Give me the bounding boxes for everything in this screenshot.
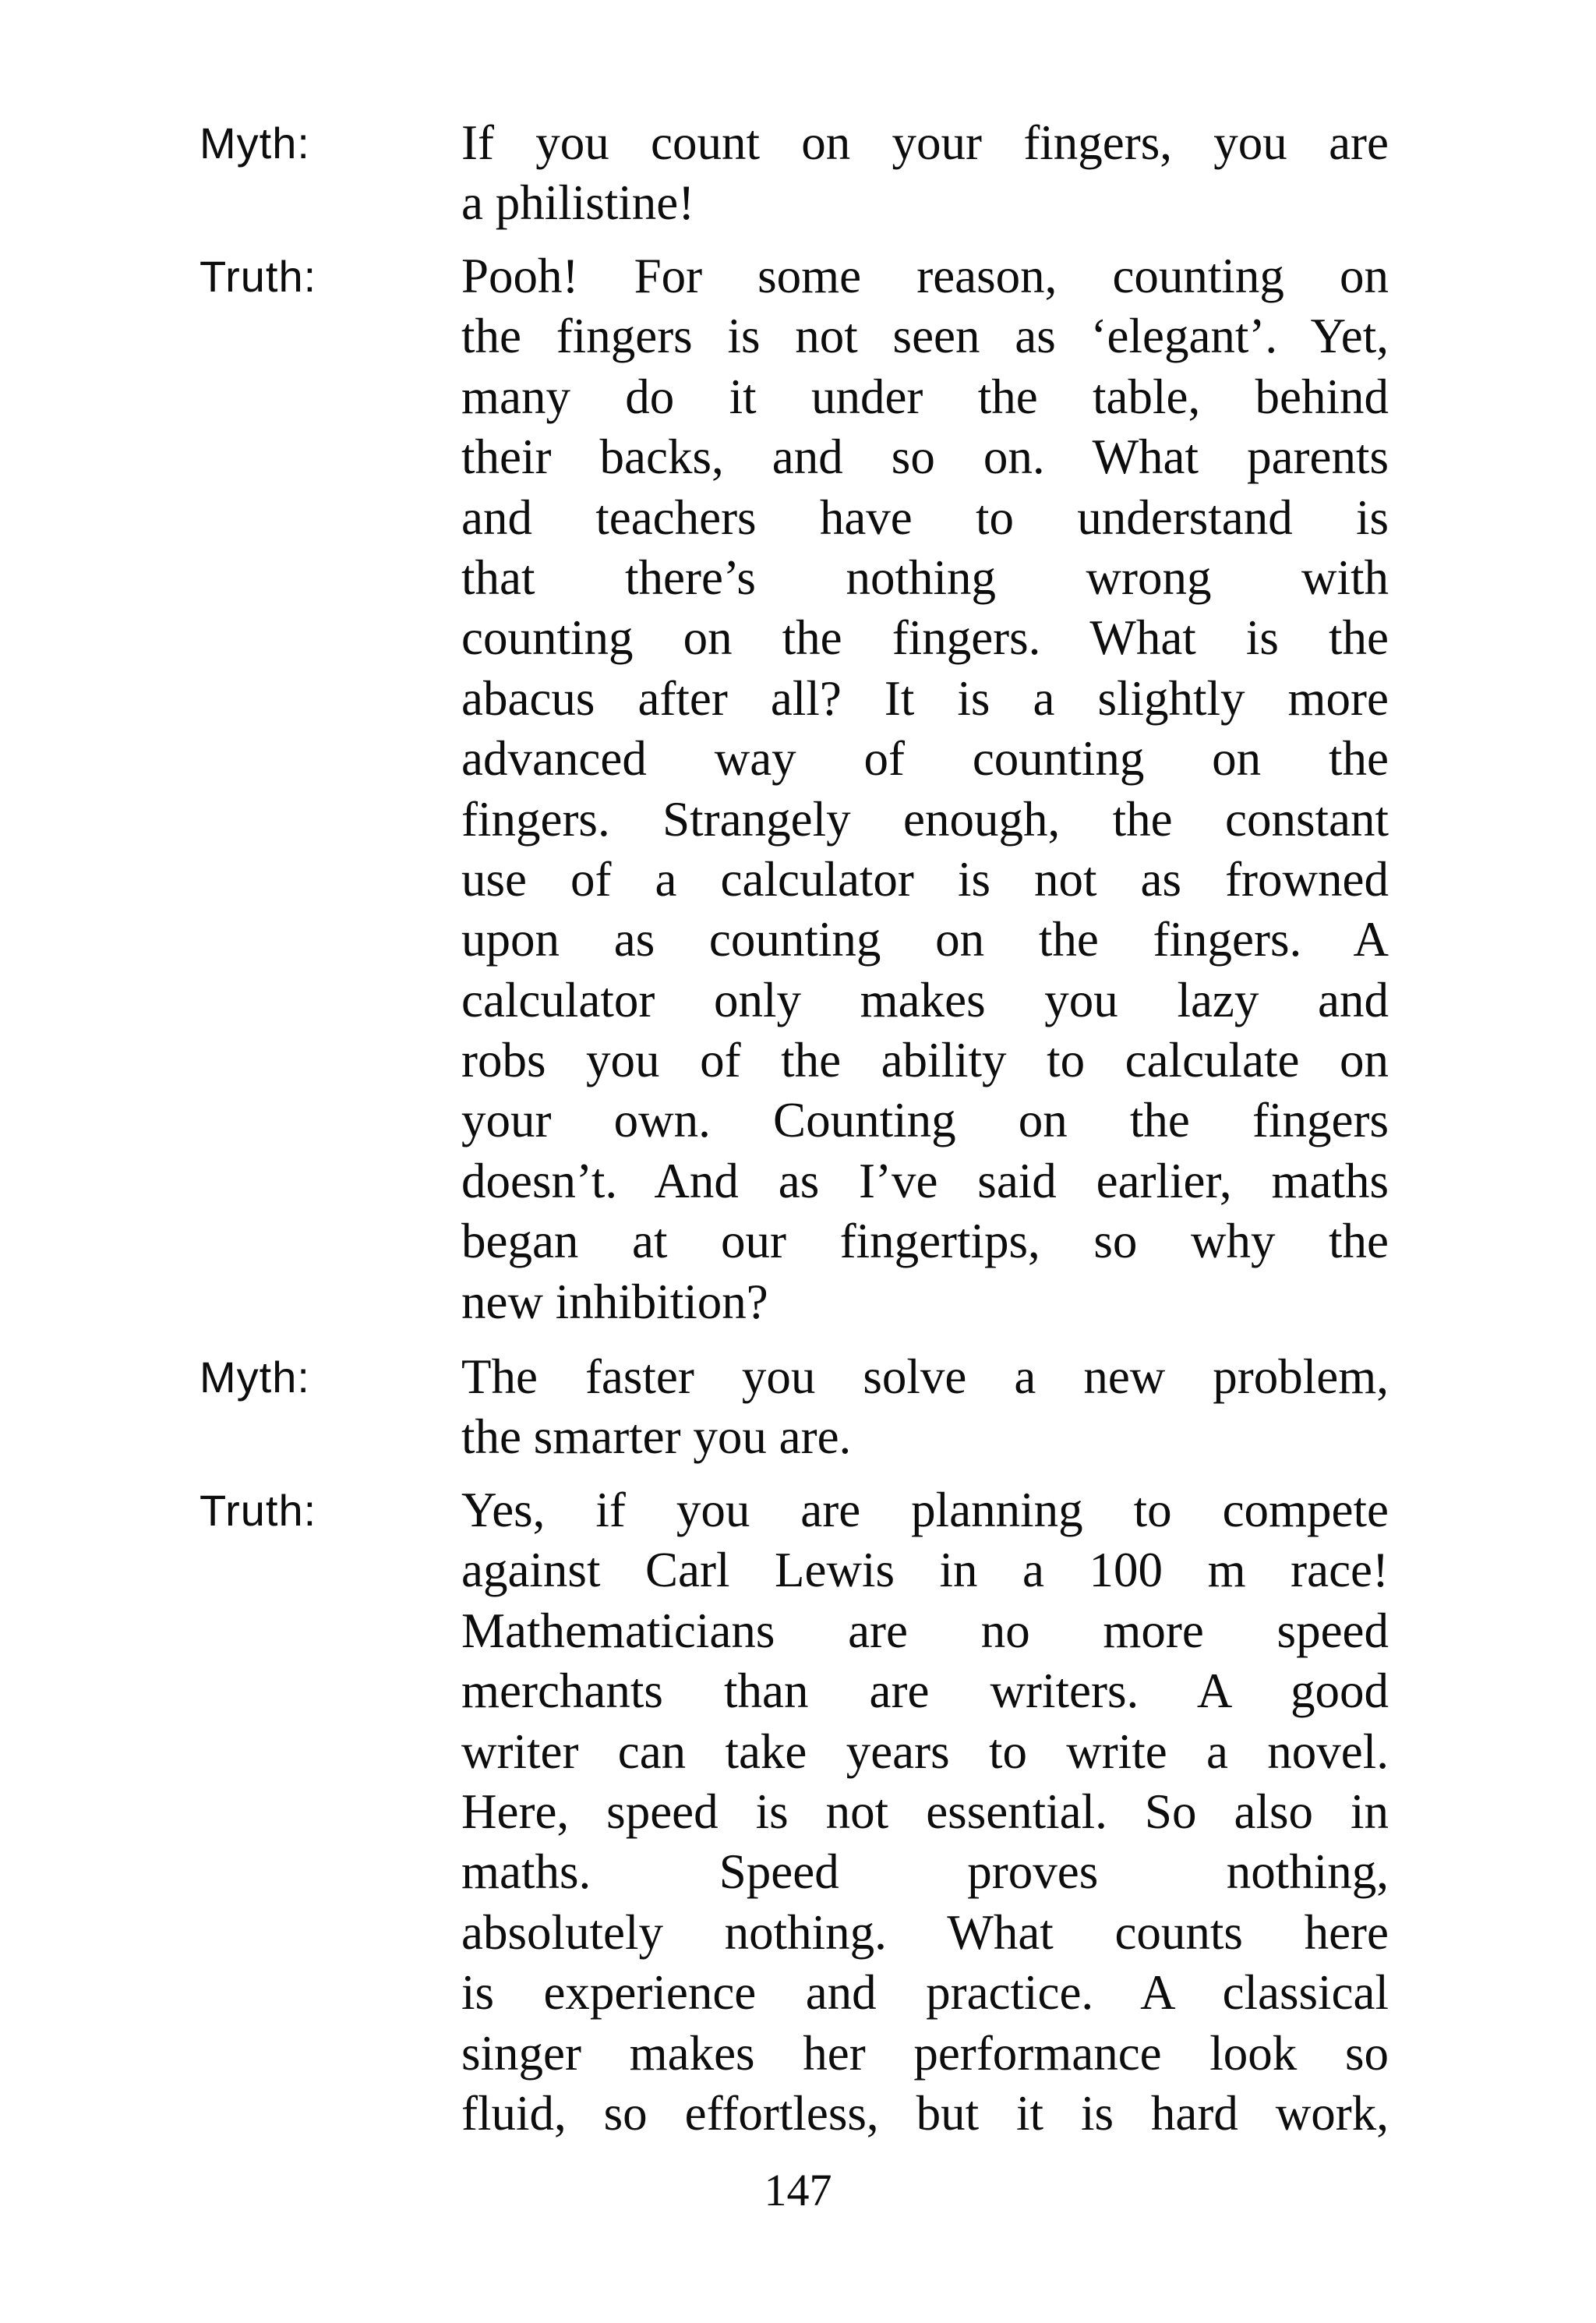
text-line: against Carl Lewis in a 100 m race! xyxy=(461,1543,1389,1598)
text-line: Here, speed is not essential. So also in xyxy=(461,1784,1389,1839)
text-line: singer makes her performance look so xyxy=(461,2025,1389,2081)
text-line: use of a calculator is not as frowned xyxy=(461,851,1389,907)
myth-label: Myth: xyxy=(200,118,310,168)
text-line: If you count on your fingers, you are xyxy=(461,115,1389,170)
text-line: their backs, and so on. What parents xyxy=(461,430,1389,485)
myth-label: Myth: xyxy=(200,1352,310,1402)
text-line: calculator only makes you lazy and xyxy=(461,972,1389,1027)
text-line: Yes, if you are planning to compete xyxy=(461,1483,1389,1537)
text-line: writer can take years to write a novel. xyxy=(461,1724,1389,1779)
text-line: a philistine! xyxy=(461,175,695,231)
text-line: upon as counting on the fingers. A xyxy=(461,912,1389,967)
myth-text xyxy=(461,113,1389,234)
text-line: abacus after all? It is a slightly more xyxy=(461,670,1389,726)
text-line: that there’s nothing wrong with xyxy=(461,550,1389,605)
text-line: counting on the fingers. What is the xyxy=(461,610,1389,666)
text-line: advanced way of counting on the xyxy=(461,731,1389,787)
text-line: is experience and practice. A classical xyxy=(461,1965,1389,2021)
text-line: maths. Speed proves nothing, xyxy=(461,1844,1389,1900)
text-line: began at our fingertips, so why the xyxy=(461,1214,1389,1269)
truth-label: Truth: xyxy=(200,1486,317,1535)
text-line: the smarter you are. xyxy=(461,1409,852,1465)
text-line: fluid, so effortless, but it is hard work, xyxy=(461,2085,1389,2141)
text-line: fingers. Strangely enough, the constant xyxy=(461,791,1389,847)
text-line: your own. Counting on the fingers xyxy=(461,1093,1389,1148)
myth-text xyxy=(461,1347,1389,1468)
text-line: the fingers is not seen as ‘elegant’. Yet, xyxy=(461,309,1389,364)
text-line: doesn’t. And as I’ve said earlier, maths xyxy=(461,1153,1389,1208)
text-line: new inhibition? xyxy=(461,1274,768,1329)
text-line: Mathematicians are no more speed xyxy=(461,1603,1389,1658)
text-line: The faster you solve a new problem, xyxy=(461,1349,1389,1404)
text-line: and teachers have to understand is xyxy=(461,490,1389,545)
truth-label: Truth: xyxy=(200,252,317,301)
text-line: many do it under the table, behind xyxy=(461,369,1389,424)
page-number: 147 xyxy=(764,2165,832,2215)
text-line: absolutely nothing. What counts here xyxy=(461,1904,1389,1960)
text-line: merchants than are writers. A good xyxy=(461,1664,1389,1719)
truth-text xyxy=(461,246,1389,1332)
text-line: Pooh! For some reason, counting on xyxy=(461,249,1389,303)
truth-text xyxy=(461,1480,1389,2144)
text-line: robs you of the ability to calculate on xyxy=(461,1033,1389,1088)
